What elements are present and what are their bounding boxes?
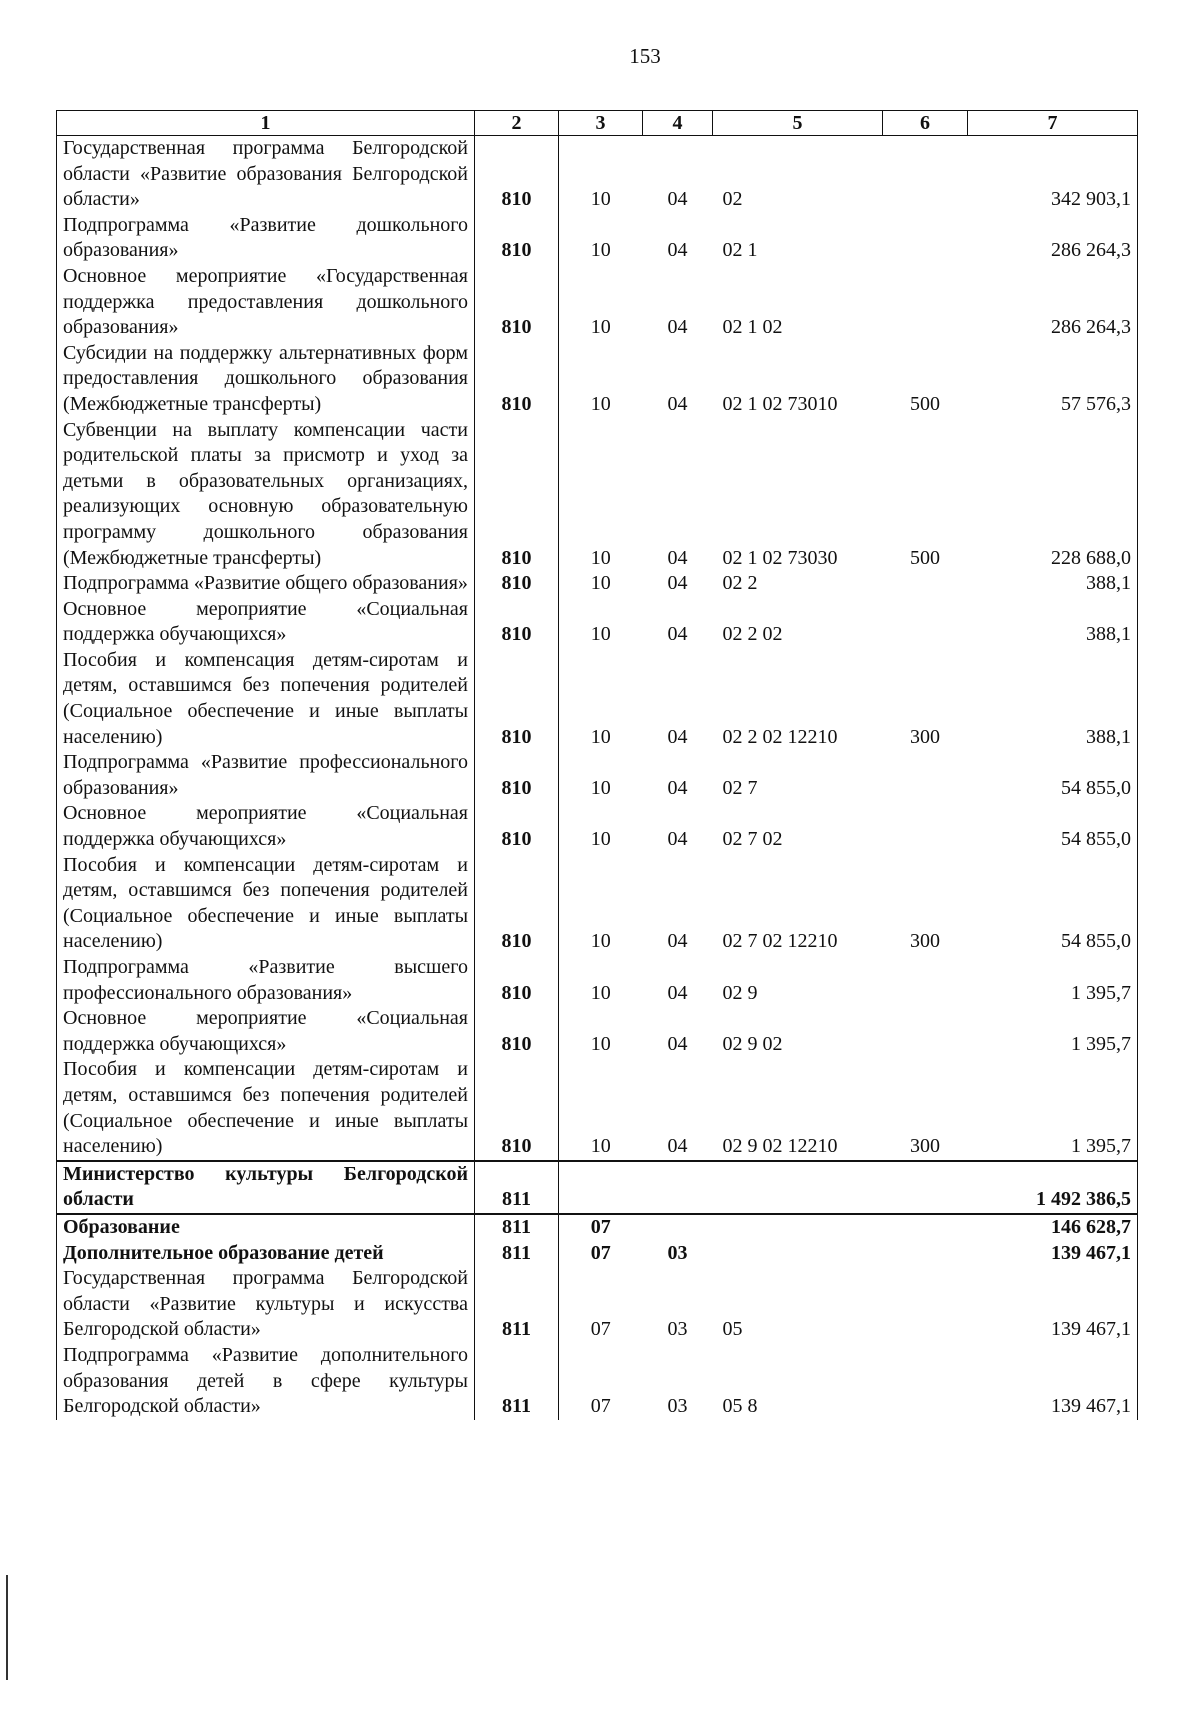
row-gr-code: 810 bbox=[475, 136, 559, 213]
row-section-code: 10 bbox=[590, 623, 611, 646]
row-name: Подпрограмма «Развитие высшего профессионального образования» bbox=[57, 955, 475, 1006]
row-name: Основное мероприятие «Государственная поддержка предоставления дошкольного образования» bbox=[57, 264, 475, 341]
table-row bbox=[57, 1266, 1138, 1343]
row-subsection-code: 04 bbox=[667, 981, 688, 1004]
row-subsection-code: 04 bbox=[667, 572, 688, 595]
row-amount: 1 395,7 bbox=[968, 1006, 1138, 1057]
row-target-code: 05 8 bbox=[722, 1395, 758, 1418]
table-row bbox=[57, 955, 1138, 1006]
row-expense-type: 500 bbox=[910, 546, 940, 569]
row-target-code: 02 1 02 73030 bbox=[722, 546, 838, 569]
table-row bbox=[57, 1006, 1138, 1057]
row-target-code bbox=[713, 1161, 883, 1214]
table-row bbox=[57, 264, 1138, 341]
row-subsection-code bbox=[643, 1161, 713, 1214]
row-gr-code: 810 bbox=[475, 341, 559, 418]
row-name: Подпрограмма «Развитие дошкольного образования» bbox=[57, 213, 475, 264]
budget-table-container bbox=[56, 110, 1137, 1420]
table-row bbox=[57, 1161, 1138, 1214]
row-gr-code: 810 bbox=[475, 213, 559, 264]
row-name: Подпрограмма «Развитие общего образования» bbox=[57, 571, 475, 597]
row-section-code: 10 bbox=[590, 930, 611, 953]
row-name: Пособия и компенсация детям-сиротам и детям, оставшимся без попечения родителей (Социальное обеспечение и иные выплаты населению) bbox=[57, 648, 475, 750]
row-gr-code: 810 bbox=[475, 955, 559, 1006]
row-subsection-code: 04 bbox=[667, 1135, 688, 1158]
row-expense-type bbox=[883, 597, 968, 648]
row-name: Подпрограмма «Развитие профессионального образования» bbox=[57, 750, 475, 801]
scan-margin-line bbox=[6, 1575, 8, 1680]
table-row bbox=[57, 750, 1138, 801]
row-subsection-code: 04 bbox=[667, 623, 688, 646]
row-gr-code: 810 bbox=[475, 418, 559, 572]
row-name: Государственная программа Белгородской области «Развитие культуры и искусства Белгородской области» bbox=[57, 1266, 475, 1343]
row-expense-type bbox=[883, 1241, 968, 1267]
row-expense-type: 300 bbox=[910, 930, 940, 953]
row-target-code: 02 1 02 bbox=[722, 316, 783, 339]
row-subsection-code: 04 bbox=[667, 828, 688, 851]
row-subsection-code: 04 bbox=[667, 930, 688, 953]
page-number: 153 bbox=[629, 44, 661, 68]
row-section-code: 10 bbox=[590, 572, 611, 595]
row-name: Дополнительное образование детей bbox=[57, 1241, 475, 1267]
row-gr-code: 810 bbox=[475, 1006, 559, 1057]
table-row bbox=[57, 341, 1138, 418]
row-subsection-code: 04 bbox=[667, 188, 688, 211]
row-target-code bbox=[713, 1241, 883, 1267]
row-section-code: 07 bbox=[590, 1241, 611, 1264]
table-row bbox=[57, 801, 1138, 852]
row-expense-type bbox=[883, 213, 968, 264]
row-target-code bbox=[713, 1214, 883, 1241]
row-subsection-code bbox=[643, 1214, 713, 1241]
row-subsection-code: 03 bbox=[667, 1241, 688, 1264]
row-expense-type bbox=[883, 750, 968, 801]
row-name: Подпрограмма «Развитие дополнительного образования детей в сфере культуры Белгородской области» bbox=[57, 1343, 475, 1420]
budget-table bbox=[56, 110, 1138, 1420]
row-target-code: 02 2 02 12210 bbox=[722, 725, 838, 748]
row-subsection-code: 04 bbox=[667, 776, 688, 799]
table-row bbox=[57, 418, 1138, 572]
header-col-7: 7 bbox=[968, 111, 1138, 136]
row-section-code: 10 bbox=[590, 392, 611, 415]
table-row bbox=[57, 1343, 1138, 1420]
row-target-code: 02 7 bbox=[722, 776, 758, 799]
header-col-6: 6 bbox=[883, 111, 968, 136]
header-col-2: 2 bbox=[475, 111, 559, 136]
row-expense-type: 300 bbox=[910, 1135, 940, 1158]
row-amount: 388,1 bbox=[968, 597, 1138, 648]
row-name: Основное мероприятие «Социальная поддержка обучающихся» bbox=[57, 801, 475, 852]
row-amount: 388,1 bbox=[968, 571, 1138, 597]
row-expense-type bbox=[883, 1161, 968, 1214]
row-name: Субвенции на выплату компенсации части родительской платы за присмотр и уход за детьми в образовательных организациях, реализующих основную образовательную программу дошкольного образования (Межбюджетные трансферты) bbox=[57, 418, 475, 572]
row-section-code: 10 bbox=[590, 316, 611, 339]
row-section-code: 10 bbox=[590, 725, 611, 748]
row-section-code: 10 bbox=[590, 1135, 611, 1158]
row-name: Пособия и компенсации детям-сиротам и детям, оставшимся без попечения родителей (Социальное обеспечение и иные выплаты населению) bbox=[57, 1057, 475, 1160]
row-name: Основное мероприятие «Социальная поддержка обучающихся» bbox=[57, 1006, 475, 1057]
row-amount: 342 903,1 bbox=[968, 136, 1138, 213]
row-expense-type bbox=[883, 801, 968, 852]
row-target-code: 02 1 bbox=[722, 239, 758, 262]
row-amount: 139 467,1 bbox=[968, 1343, 1138, 1420]
row-section-code: 10 bbox=[590, 239, 611, 262]
row-target-code: 02 bbox=[722, 188, 743, 211]
row-amount: 286 264,3 bbox=[968, 264, 1138, 341]
row-expense-type: 300 bbox=[910, 725, 940, 748]
row-expense-type bbox=[883, 264, 968, 341]
row-section-code bbox=[559, 1161, 643, 1214]
header-col-4: 4 bbox=[643, 111, 713, 136]
header-col-5: 5 bbox=[713, 111, 883, 136]
row-amount: 1 395,7 bbox=[968, 1057, 1138, 1160]
row-gr-code: 811 bbox=[475, 1214, 559, 1241]
row-expense-type bbox=[883, 136, 968, 213]
table-row bbox=[57, 1241, 1138, 1267]
table-row bbox=[57, 1057, 1138, 1160]
row-amount: 1 492 386,5 bbox=[968, 1161, 1138, 1214]
row-amount: 388,1 bbox=[968, 648, 1138, 750]
row-expense-type bbox=[883, 955, 968, 1006]
row-gr-code: 811 bbox=[475, 1266, 559, 1343]
row-name: Субсидии на поддержку альтернативных форм предоставления дошкольного образования (Межбюджетные трансферты) bbox=[57, 341, 475, 418]
row-amount: 286 264,3 bbox=[968, 213, 1138, 264]
row-amount: 139 467,1 bbox=[968, 1241, 1138, 1267]
row-amount: 54 855,0 bbox=[968, 750, 1138, 801]
header-col-1: 1 bbox=[57, 111, 475, 136]
table-row bbox=[57, 1214, 1138, 1241]
row-target-code: 05 bbox=[722, 1318, 743, 1341]
row-target-code: 02 7 02 bbox=[722, 828, 783, 851]
row-section-code: 07 bbox=[590, 1318, 611, 1341]
row-amount: 54 855,0 bbox=[968, 801, 1138, 852]
row-gr-code: 810 bbox=[475, 648, 559, 750]
row-gr-code: 810 bbox=[475, 750, 559, 801]
row-amount: 54 855,0 bbox=[968, 853, 1138, 955]
row-name: Основное мероприятие «Социальная поддержка обучающихся» bbox=[57, 597, 475, 648]
row-subsection-code: 04 bbox=[667, 1032, 688, 1055]
row-gr-code: 811 bbox=[475, 1343, 559, 1420]
row-target-code: 02 2 bbox=[722, 572, 758, 595]
row-expense-type bbox=[883, 1343, 968, 1420]
table-row bbox=[57, 571, 1138, 597]
row-expense-type bbox=[883, 1214, 968, 1241]
row-section-code: 10 bbox=[590, 981, 611, 1004]
row-target-code: 02 2 02 bbox=[722, 623, 783, 646]
row-name: Государственная программа Белгородской области «Развитие образования Белгородской области» bbox=[57, 136, 475, 213]
row-target-code: 02 9 02 12210 bbox=[722, 1135, 838, 1158]
row-subsection-code: 04 bbox=[667, 725, 688, 748]
row-section-code: 10 bbox=[590, 546, 611, 569]
row-gr-code: 811 bbox=[475, 1241, 559, 1267]
row-expense-type: 500 bbox=[910, 392, 940, 415]
row-target-code: 02 7 02 12210 bbox=[722, 930, 838, 953]
row-section-code: 10 bbox=[590, 188, 611, 211]
table-row bbox=[57, 648, 1138, 750]
row-gr-code: 810 bbox=[475, 801, 559, 852]
table-header-row bbox=[57, 111, 1138, 136]
row-name: Министерство культуры Белгородской области bbox=[57, 1161, 475, 1214]
row-section-code: 07 bbox=[590, 1395, 611, 1418]
table-body bbox=[57, 136, 1138, 1420]
row-expense-type bbox=[883, 571, 968, 597]
table-row bbox=[57, 136, 1138, 213]
row-expense-type bbox=[883, 1006, 968, 1057]
row-target-code: 02 1 02 73010 bbox=[722, 392, 838, 415]
row-subsection-code: 04 bbox=[667, 546, 688, 569]
table-row bbox=[57, 597, 1138, 648]
row-name: Образование bbox=[57, 1214, 475, 1241]
row-target-code: 02 9 02 bbox=[722, 1032, 783, 1055]
row-subsection-code: 03 bbox=[667, 1318, 688, 1341]
row-amount: 228 688,0 bbox=[968, 418, 1138, 572]
row-section-code: 10 bbox=[590, 776, 611, 799]
row-subsection-code: 03 bbox=[667, 1395, 688, 1418]
row-expense-type bbox=[883, 1266, 968, 1343]
table-row bbox=[57, 213, 1138, 264]
row-section-code: 10 bbox=[590, 1032, 611, 1055]
row-section-code: 07 bbox=[559, 1214, 643, 1241]
row-amount: 57 576,3 bbox=[968, 341, 1138, 418]
row-subsection-code: 04 bbox=[667, 316, 688, 339]
row-gr-code: 811 bbox=[475, 1161, 559, 1214]
row-amount: 146 628,7 bbox=[968, 1214, 1138, 1241]
row-gr-code: 810 bbox=[475, 264, 559, 341]
row-subsection-code: 04 bbox=[667, 392, 688, 415]
row-gr-code: 810 bbox=[475, 571, 559, 597]
row-amount: 1 395,7 bbox=[968, 955, 1138, 1006]
row-subsection-code: 04 bbox=[667, 239, 688, 262]
row-amount: 139 467,1 bbox=[968, 1266, 1138, 1343]
row-gr-code: 810 bbox=[475, 1057, 559, 1160]
table-row bbox=[57, 853, 1138, 955]
row-section-code: 10 bbox=[590, 828, 611, 851]
row-name: Пособия и компенсации детям-сиротам и детям, оставшимся без попечения родителей (Социальное обеспечение и иные выплаты населению) bbox=[57, 853, 475, 955]
row-target-code: 02 9 bbox=[722, 981, 758, 1004]
row-gr-code: 810 bbox=[475, 597, 559, 648]
header-col-3: 3 bbox=[559, 111, 643, 136]
row-gr-code: 810 bbox=[475, 853, 559, 955]
